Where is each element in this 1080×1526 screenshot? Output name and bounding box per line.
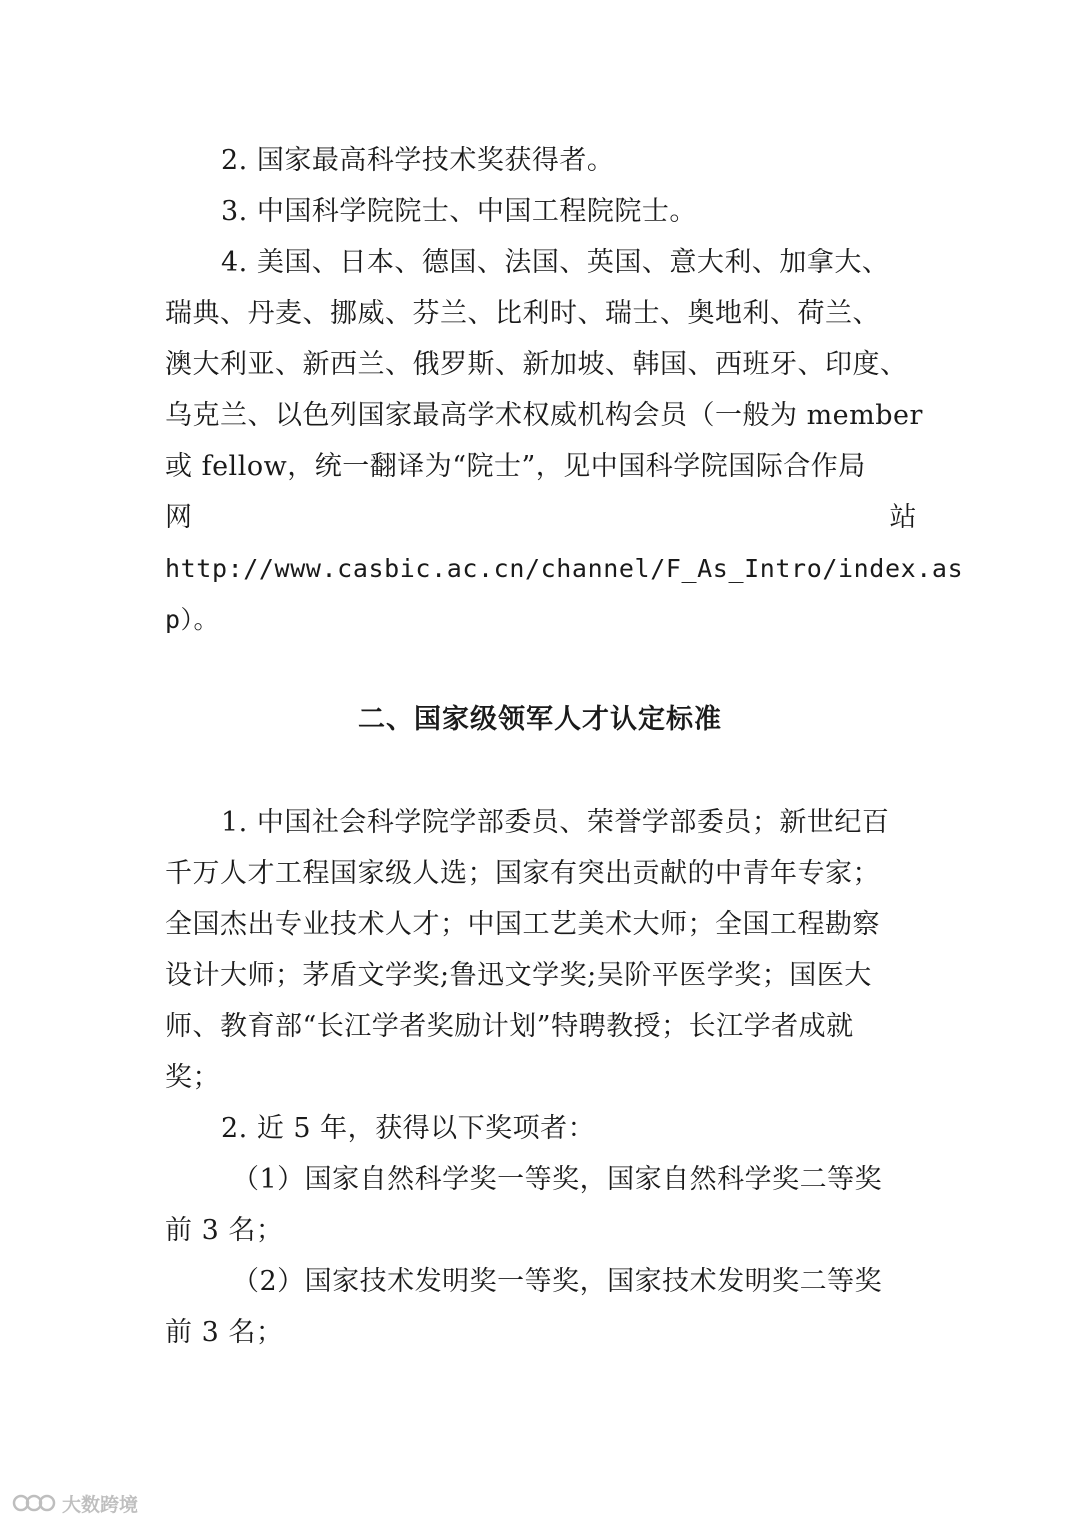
watermark-logo-icon <box>12 1490 56 1516</box>
sub-item-natural-science-award-line-1: （1）国家自然科学奖一等奖，国家自然科学奖二等奖 <box>232 1164 883 1195</box>
list-item-foreign-academies-line-5: 或 fellow，统一翻译为“院士”，见中国科学院国际合作局 <box>165 451 866 482</box>
list-item-foreign-academies-line-1: 4. 美国、日本、德国、法国、英国、意大利、加拿大、 <box>221 247 890 278</box>
sub-item-invention-award-line-1: （2）国家技术发明奖一等奖，国家技术发明奖二等奖 <box>232 1266 883 1297</box>
list-item-national-talents-line-4: 设计大师；茅盾文学奖;鲁迅文学奖;吴阶平医学奖；国医大 <box>165 960 872 991</box>
list-item-foreign-academies-line-4: 乌克兰、以色列国家最高学术权威机构会员（一般为 member <box>165 400 923 431</box>
section-heading: 二、国家级领军人才认定标准 <box>358 704 722 735</box>
split-word-right: 站 <box>889 502 917 533</box>
list-item-national-talents-line-2: 千万人才工程国家级人选；国家有突出贡献的中青年专家； <box>165 858 880 889</box>
sub-item-natural-science-award-line-2: 前 3 名； <box>165 1215 284 1246</box>
sub-item-invention-award-line-2: 前 3 名； <box>165 1317 284 1348</box>
list-item-national-talents-line-5: 师、教育部“长江学者奖励计划”特聘教授；长江学者成就 <box>165 1011 854 1042</box>
list-item-national-talents-line-1: 1. 中国社会科学院学部委员、荣誉学部委员；新世纪百 <box>221 807 890 838</box>
list-item-academicians: 3. 中国科学院院士、中国工程院院士。 <box>221 196 697 227</box>
list-item-foreign-academies-line-2: 瑞典、丹麦、挪威、芬兰、比利时、瑞士、奥地利、荷兰、 <box>165 298 880 329</box>
list-item-national-talents-line-6: 奖； <box>165 1062 220 1093</box>
reference-url-tail: p）。 <box>165 605 220 634</box>
list-item-foreign-academies-line-3: 澳大利亚、新西兰、俄罗斯、新加坡、韩国、西班牙、印度、 <box>165 349 908 380</box>
reference-url: http://www.casbic.ac.cn/channel/F_As_Intro/index.as <box>165 554 964 583</box>
list-item-recent-awards: 2. 近 5 年，获得以下奖项者： <box>221 1113 596 1144</box>
watermark <box>12 1488 138 1518</box>
split-word-left: 网 <box>165 502 193 533</box>
watermark-text: 大数跨境 <box>62 1493 139 1516</box>
list-item-national-top-award: 2. 国家最高科学技术奖获得者。 <box>221 145 615 176</box>
list-item-foreign-academies-line-6 <box>165 500 917 536</box>
list-item-national-talents-line-3: 全国杰出专业技术人才；中国工艺美术大师；全国工程勘察 <box>165 909 880 940</box>
